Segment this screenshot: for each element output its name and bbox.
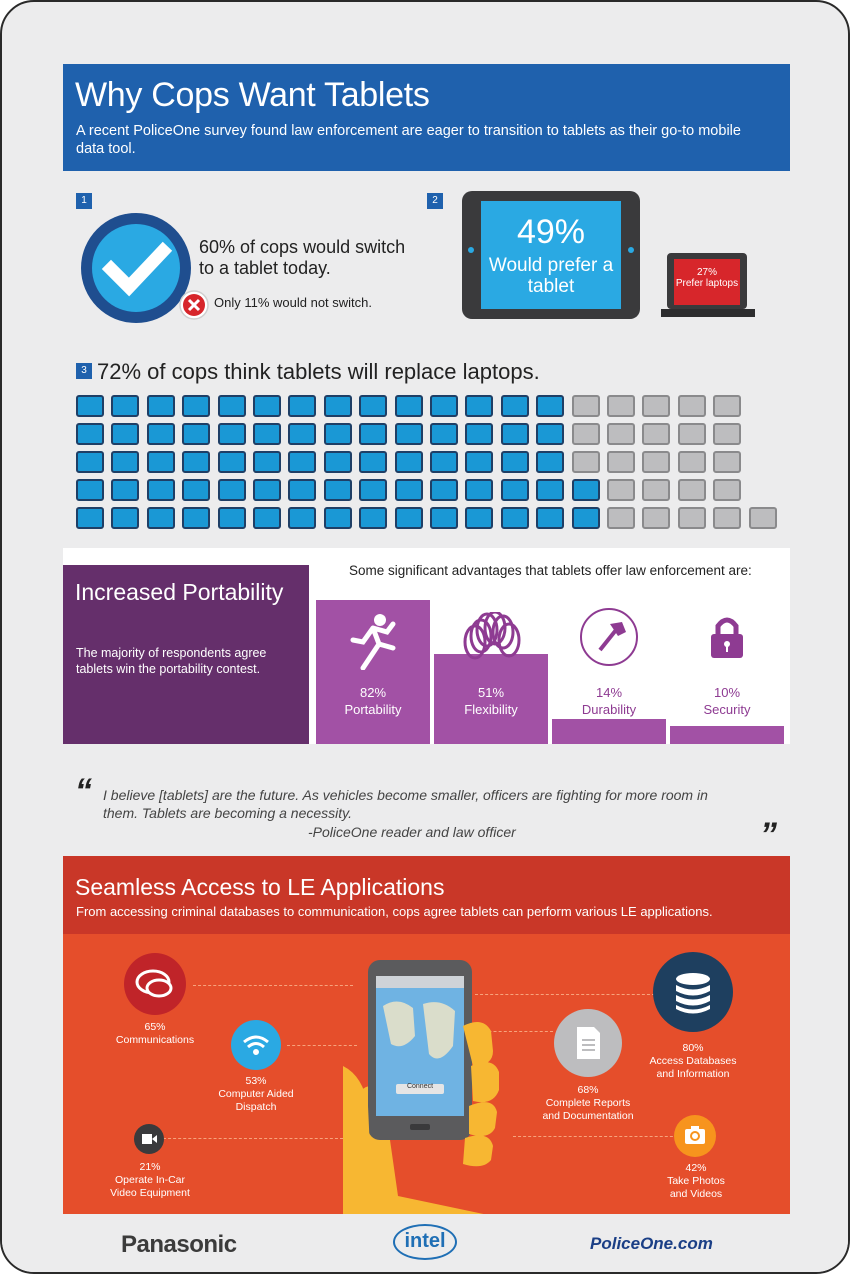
laptop-icon: [607, 395, 635, 417]
le-applications-subtitle: From accessing criminal databases to communication, cops agree tablets can perform various LE applications.: [76, 904, 713, 919]
open-quote-icon: “: [75, 772, 92, 810]
tablet-icon: [465, 423, 493, 445]
quote-section: [63, 764, 790, 856]
tablet-icon: [76, 395, 104, 417]
tablet-icon: [359, 479, 387, 501]
tablet-preference-text: Would prefer a tablet: [488, 255, 614, 297]
tablet-icon: [288, 451, 316, 473]
video-pct: 21%: [139, 1161, 161, 1173]
hammer-icon: [578, 606, 640, 673]
tablet-icon: [501, 479, 529, 501]
running-person-icon: [343, 610, 403, 675]
laptop-icon: [572, 395, 600, 417]
photos-icon-circle: [674, 1115, 716, 1157]
laptop-icon: [607, 507, 635, 529]
tablet-icon: [430, 451, 458, 473]
laptop-icon: [607, 479, 635, 501]
tablet-icon: [218, 395, 246, 417]
tablet-icon: [572, 479, 600, 501]
tablet-icon: [395, 395, 423, 417]
video-icon-circle: [134, 1124, 164, 1154]
photos-text: Take Photos and Videos: [667, 1175, 725, 1200]
tablet-icon: [324, 395, 352, 417]
laptop-icon: [642, 451, 670, 473]
tablet-icon: [111, 479, 139, 501]
stat-number-1: 1: [76, 193, 92, 209]
connect-button[interactable]: Connect: [406, 1083, 434, 1090]
tablet-illustration: [462, 191, 640, 319]
advantage-pct: 82%: [359, 685, 387, 700]
tablet-icon: [324, 451, 352, 473]
tablet-icon: [536, 507, 564, 529]
communications-icon-circle: [124, 953, 186, 1015]
tablet-icon: [324, 479, 352, 501]
advantage-name: Portability: [344, 702, 402, 717]
tablet-icon: [218, 423, 246, 445]
tablet-icon: [395, 507, 423, 529]
page-subtitle: A recent PoliceOne survey found law enforcement are eager to transition to tablets as their go-to mobile data tool.: [76, 123, 741, 157]
portability-section: [63, 548, 790, 744]
laptop-icon: [713, 423, 741, 445]
tablet-icon: [536, 451, 564, 473]
laptop-illustration: [667, 253, 747, 309]
stat-number-2: 2: [427, 193, 443, 209]
dispatch-text: Computer Aided Dispatch: [218, 1088, 294, 1113]
connector-line: [163, 1138, 343, 1139]
tablet-icon: [76, 479, 104, 501]
tablet-icon: [182, 423, 210, 445]
advantage-bar-durability: [552, 719, 666, 744]
tablet-icon: [147, 395, 175, 417]
intel-logo: intel: [393, 1224, 457, 1260]
communications-text: Communications: [115, 1034, 195, 1046]
databases-icon-circle: [653, 952, 733, 1032]
laptop-icon: [642, 479, 670, 501]
portability-box: [63, 565, 309, 744]
laptop-icon: [607, 423, 635, 445]
wifi-icon: [231, 1020, 281, 1070]
laptop-icon: [713, 451, 741, 473]
photos-label: [626, 1162, 766, 1201]
tablet-icon: [359, 395, 387, 417]
tablet-icon: [111, 451, 139, 473]
connector-line: [193, 985, 353, 986]
tablet-icon: [218, 451, 246, 473]
tablet-icon: [218, 507, 246, 529]
advantage-bar-security: [670, 726, 784, 744]
tablet-icon: [182, 451, 210, 473]
laptop-icon: [572, 451, 600, 473]
tablet-icon: [111, 395, 139, 417]
laptop-screen: [674, 259, 740, 305]
survey-stats-section: [63, 171, 790, 548]
quote-attribution: -PoliceOne reader and law officer: [308, 824, 516, 840]
advantage-pct: 51%: [477, 685, 505, 700]
advantage-name: Flexibility: [464, 702, 518, 717]
reports-pct: 68%: [577, 1084, 599, 1096]
communications-label: [85, 1021, 225, 1047]
stat-number-3: 3: [76, 363, 92, 379]
tablet-icon: [395, 479, 423, 501]
tablet-icon: [253, 479, 281, 501]
laptop-icon: [642, 507, 670, 529]
stat-not-switch-text: Only 11% would not switch.: [214, 295, 372, 310]
advantage-label-portability: [316, 684, 430, 718]
sponsor-footer: [2, 1214, 850, 1274]
databases-text: Access Databases and Information: [649, 1055, 737, 1080]
tablet-icon: [359, 451, 387, 473]
tablet-icon: [324, 507, 352, 529]
tablet-icon: [395, 451, 423, 473]
tablet-icon: [147, 423, 175, 445]
laptop-icon: [678, 423, 706, 445]
communications-pct: 65%: [144, 1021, 166, 1033]
tablet-icon: [395, 423, 423, 445]
tablet-icon: [76, 451, 104, 473]
tablet-icon: [430, 507, 458, 529]
tablet-camera-icon: [468, 247, 474, 253]
tablet-icon: [147, 451, 175, 473]
tablet-screen: [481, 201, 621, 309]
tablet-icon: [501, 423, 529, 445]
laptop-preference-pct: 27%: [696, 267, 717, 278]
reports-icon-circle: [554, 1009, 622, 1077]
laptop-icon: [678, 479, 706, 501]
tablet-icon: [288, 423, 316, 445]
tablet-icon: [288, 479, 316, 501]
laptop-base: [661, 309, 755, 317]
laptop-preference-text: Prefer laptops: [675, 278, 739, 289]
laptop-icon: [642, 395, 670, 417]
advantage-name: Durability: [581, 702, 637, 717]
portability-title: Increased Portability: [75, 579, 284, 605]
x-mark-icon: [179, 290, 209, 320]
tablet-icon: [501, 507, 529, 529]
padlock-icon: [705, 612, 749, 667]
tablet-button-icon: [628, 247, 634, 253]
reports-text: Complete Reports and Documentation: [542, 1097, 634, 1122]
document-icon: [554, 1009, 622, 1077]
stat-replace-text: 72% of cops think tablets will replace laptops.: [97, 359, 540, 384]
le-applications-title: Seamless Access to LE Applications: [75, 874, 445, 900]
laptop-icon: [572, 423, 600, 445]
tablet-icon: [111, 423, 139, 445]
checkmark-icon: [79, 211, 193, 325]
laptop-icon: [642, 423, 670, 445]
laptop-icon: [678, 395, 706, 417]
databases-pct: 80%: [682, 1042, 704, 1054]
tablet-icon: [359, 507, 387, 529]
databases-label: [623, 1042, 763, 1081]
page-title: Why Cops Want Tablets: [75, 76, 430, 114]
tablet-laptop-grid: [76, 395, 796, 531]
advantage-label-flexibility: [434, 684, 548, 718]
laptop-icon: [678, 451, 706, 473]
tablet-icon: [536, 423, 564, 445]
tablet-icon: [465, 507, 493, 529]
laptop-icon: [713, 507, 741, 529]
video-label: [80, 1161, 220, 1200]
laptop-icon: [713, 395, 741, 417]
portability-text: The majority of respondents agree tablets win the portability contest.: [76, 646, 267, 676]
panasonic-logo: Panasonic: [121, 1231, 237, 1258]
tablet-icon: [76, 507, 104, 529]
chat-bubbles-icon: [124, 953, 186, 1015]
tablet-icon: [359, 423, 387, 445]
tablet-icon: [465, 395, 493, 417]
dispatch-pct: 53%: [245, 1075, 267, 1087]
tablet-icon: [253, 507, 281, 529]
dispatch-icon-circle: [231, 1020, 281, 1070]
tablet-icon: [182, 395, 210, 417]
tablet-icon: [253, 423, 281, 445]
header-banner: [63, 64, 790, 171]
tablet-icon: [430, 395, 458, 417]
close-quote-icon: ”: [760, 816, 777, 854]
tablet-icon: [465, 479, 493, 501]
tablet-icon: [430, 423, 458, 445]
le-applications-header: [63, 856, 790, 934]
tablet-icon: [182, 479, 210, 501]
dispatch-label: [186, 1075, 326, 1114]
connector-line: [513, 1136, 683, 1137]
advantage-label-security: [670, 684, 784, 718]
camera-icon: [674, 1115, 716, 1157]
tablet-preference-pct: 49%: [516, 213, 586, 251]
tablet-icon: [253, 451, 281, 473]
advantages-title: Some significant advantages that tablets offer law enforcement are:: [349, 563, 752, 578]
tablet-icon: [430, 479, 458, 501]
tablet-icon: [218, 479, 246, 501]
advantage-pct: 14%: [595, 685, 623, 700]
le-applications-section: [63, 856, 790, 1214]
stat-switch-text: 60% of cops would switch to a tablet today.: [199, 237, 406, 278]
laptop-icon: [607, 451, 635, 473]
tablet-icon: [288, 395, 316, 417]
laptop-icon: [749, 507, 777, 529]
policeone-logo: PoliceOne.com: [590, 1234, 713, 1253]
video-text: Operate In-Car Video Equipment: [110, 1174, 190, 1199]
tablet-icon: [324, 423, 352, 445]
tablet-icon: [501, 451, 529, 473]
database-icon: [653, 952, 733, 1032]
slinky-icon: [461, 612, 521, 667]
quote-text: I believe [tablets] are the future. As vehicles become smaller, officers are fighting for more room in them. Tablets are becoming a necessity.: [103, 787, 708, 821]
tablet-icon: [147, 479, 175, 501]
tablet-icon: [465, 451, 493, 473]
laptop-icon: [713, 479, 741, 501]
tablet-icon: [253, 395, 281, 417]
tablet-icon: [111, 507, 139, 529]
laptop-icon: [678, 507, 706, 529]
tablet-icon: [536, 479, 564, 501]
tablet-icon: [501, 395, 529, 417]
advantage-label-durability: [552, 684, 666, 718]
photos-pct: 42%: [685, 1162, 707, 1174]
tablet-icon: [536, 395, 564, 417]
advantage-pct: 10%: [713, 685, 741, 700]
advantage-name: Security: [703, 702, 751, 717]
video-camera-icon: [134, 1124, 164, 1154]
tablet-icon: [76, 423, 104, 445]
tablet-icon: [288, 507, 316, 529]
tablet-icon: [147, 507, 175, 529]
tablet-icon: [572, 507, 600, 529]
tablet-icon: [182, 507, 210, 529]
reports-label: [518, 1084, 658, 1123]
